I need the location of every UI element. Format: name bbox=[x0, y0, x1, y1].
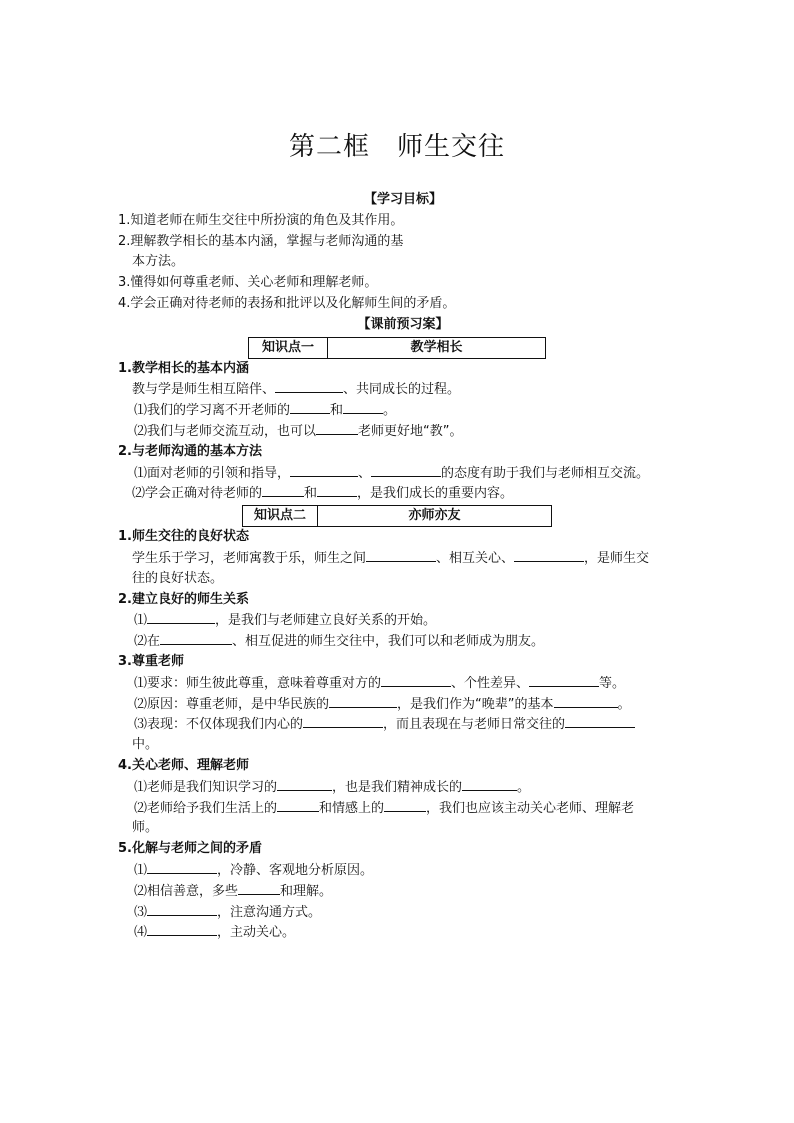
answer-blank[interactable] bbox=[317, 483, 357, 497]
fill-line: ⑴我们的学习离不开老师的 和 。 bbox=[118, 400, 688, 421]
fill-line: ⑵原因：尊重老师，是中华民族的 ，是我们作为“晚辈”的基本 。 bbox=[118, 694, 688, 715]
answer-blank[interactable] bbox=[262, 483, 304, 497]
answer-blank[interactable] bbox=[529, 673, 599, 687]
fill-line: ⑴老师是我们知识学习的 ，也是我们精神成长的 。 bbox=[118, 777, 688, 798]
fill-line-continued: 往的良好状态。 bbox=[132, 570, 224, 586]
section-title: 1.师生交往的良好状态 bbox=[118, 529, 249, 545]
fill-line: 学生乐于学习，老师寓教于乐，师生之间 、相互关心、 ，是师生交 bbox=[118, 548, 688, 569]
answer-blank[interactable] bbox=[316, 421, 358, 435]
fill-line: ⑴面对老师的引领和指导， 、 的态度有助于我们与老师相互交流。 bbox=[118, 463, 688, 484]
answer-blank[interactable] bbox=[290, 463, 358, 477]
section-title: 3.尊重老师 bbox=[118, 653, 184, 669]
section-title: 5.化解与老师之间的矛盾 bbox=[118, 841, 262, 857]
fill-line: ⑴ ，冷静、客观地分析原因。 bbox=[118, 860, 688, 881]
objective-item: 1.知道老师在师生交往中所扮演的角色及其作用。 bbox=[118, 212, 404, 228]
answer-blank[interactable] bbox=[565, 714, 635, 728]
knowledge-point-2-label: 知识点二 bbox=[243, 506, 318, 526]
fill-line: ⑵学会正确对待老师的 和 ，是我们成长的重要内容。 bbox=[118, 483, 688, 504]
fill-line-continued: 师。 bbox=[132, 820, 159, 836]
section-title: 2.与老师沟通的基本方法 bbox=[118, 443, 262, 459]
knowledge-point-2-box bbox=[242, 505, 552, 527]
answer-blank[interactable] bbox=[554, 694, 618, 708]
knowledge-point-1-name: 教学相长 bbox=[410, 339, 463, 355]
answer-blank[interactable] bbox=[303, 714, 383, 728]
fill-line: ⑴ ，是我们与老师建立良好关系的开始。 bbox=[118, 610, 688, 631]
answer-blank[interactable] bbox=[343, 400, 383, 414]
section-title: 1.教学相长的基本内涵 bbox=[118, 360, 249, 376]
answer-blank[interactable] bbox=[147, 610, 215, 624]
page-title: 第二框 师生交往 bbox=[288, 132, 505, 162]
objective-item: 4.学会正确对待老师的表扬和批评以及化解师生间的矛盾。 bbox=[118, 295, 456, 311]
answer-blank[interactable] bbox=[290, 400, 330, 414]
fill-line: ⑵相信善意，多些 和理解。 bbox=[118, 881, 688, 902]
objective-item: 3.懂得如何尊重老师、关心老师和理解老师。 bbox=[118, 275, 378, 291]
fill-line: 教与学是师生相互陪伴、 、共同成长的过程。 bbox=[118, 379, 688, 400]
section-title: 2.建立良好的师生关系 bbox=[118, 591, 249, 607]
answer-blank[interactable] bbox=[277, 777, 332, 791]
answer-blank[interactable] bbox=[381, 673, 451, 687]
fill-line: ⑴要求：师生彼此尊重，意味着尊重对方的 、个性差异、 等。 bbox=[118, 673, 688, 694]
answer-blank[interactable] bbox=[238, 881, 280, 895]
answer-blank[interactable] bbox=[277, 798, 319, 812]
answer-blank[interactable] bbox=[329, 694, 397, 708]
fill-line: ⑶表现：不仅体现我们内心的 ，而且表现在与老师日常交往的 bbox=[118, 714, 688, 735]
objectives-header: 【学习目标】 bbox=[363, 192, 442, 207]
knowledge-point-1-box bbox=[248, 337, 546, 359]
answer-blank[interactable] bbox=[366, 548, 436, 562]
answer-blank[interactable] bbox=[514, 548, 584, 562]
section-title: 4.关心老师、理解老师 bbox=[118, 757, 249, 773]
answer-blank[interactable] bbox=[275, 379, 343, 393]
knowledge-point-2-name: 亦师亦友 bbox=[408, 508, 461, 524]
worksheet-body bbox=[118, 190, 688, 943]
fill-line: ⑶ ，注意沟通方式。 bbox=[118, 902, 688, 923]
knowledge-point-1-label: 知识点一 bbox=[249, 338, 328, 358]
answer-blank[interactable] bbox=[384, 798, 426, 812]
fill-line: ⑵老师给予我们生活上的 和情感上的 ，我们也应该主动关心老师、理解老 bbox=[118, 798, 688, 819]
objective-item: 2.理解教学相长的基本内涵，掌握与老师沟通的基 bbox=[118, 233, 404, 249]
fill-line: ⑷ ，主动关心。 bbox=[118, 922, 688, 943]
preview-header: 【课前预习案】 bbox=[357, 316, 449, 332]
answer-blank[interactable] bbox=[147, 922, 217, 936]
answer-blank[interactable] bbox=[160, 631, 232, 645]
answer-blank[interactable] bbox=[147, 860, 217, 874]
fill-line-continued: 中。 bbox=[132, 737, 159, 753]
answer-blank[interactable] bbox=[462, 777, 517, 791]
answer-blank[interactable] bbox=[371, 463, 441, 477]
answer-blank[interactable] bbox=[147, 902, 217, 916]
fill-line: ⑵我们与老师交流互动，也可以 老师更好地“教”。 bbox=[118, 421, 688, 442]
objective-item-continued: 本方法。 bbox=[132, 254, 185, 270]
fill-line: ⑵在 、相互促进的师生交往中，我们可以和老师成为朋友。 bbox=[118, 631, 688, 652]
